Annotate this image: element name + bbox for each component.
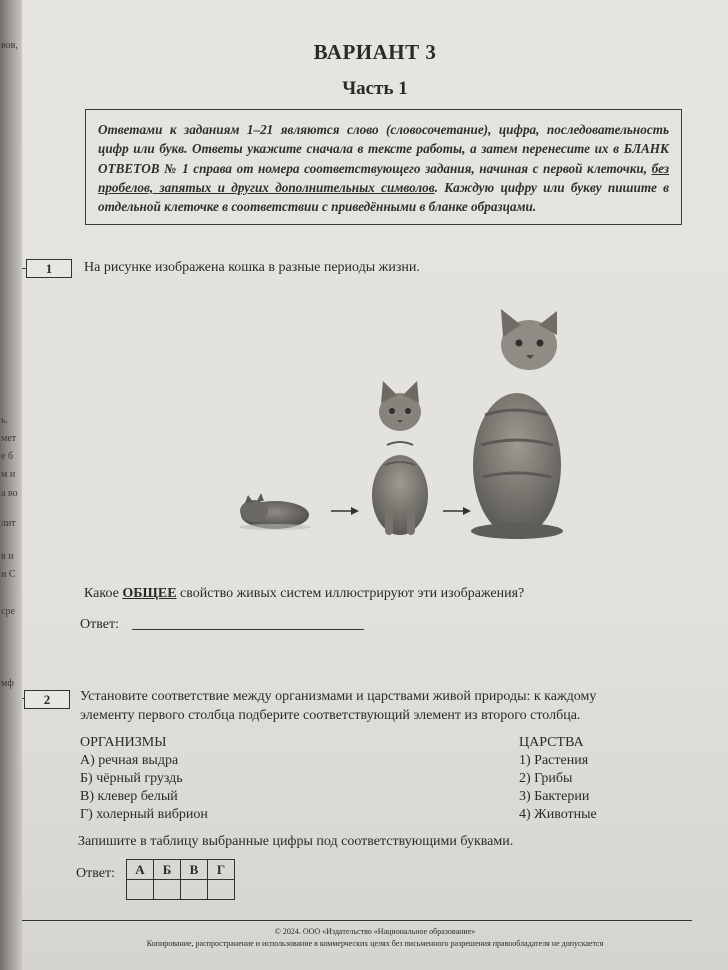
- spine-text-fragment: сре: [1, 606, 15, 617]
- kingdom-item: 1) Растения: [519, 753, 589, 768]
- young-cat: [372, 381, 428, 535]
- instructions-text: Ответами к заданиям 1–21 являются слово (словосочетание), цифра, последовательность цифр или букв. Ответы укажите сначала в тексте работы, а затем перенесите их в БЛАНК ОТВЕТОВ № 1 справа от номера соответствующего задания, начиная с первой клеточки,: [98, 122, 669, 176]
- task-1-question: [84, 584, 524, 603]
- cat-life-stages-illustration: [227, 305, 567, 545]
- spine-text-fragment: вов,: [1, 40, 18, 51]
- organism-item: Г) холерный вибрион: [80, 807, 208, 822]
- book-spine-edge: [0, 0, 22, 970]
- spine-text-fragment: а во: [1, 488, 18, 499]
- spine-text-fragment: мет: [1, 433, 17, 444]
- arrow-icon: [331, 507, 359, 515]
- answer-table-input-row: [127, 880, 235, 900]
- kingdom-item: 2) Грибы: [519, 771, 573, 786]
- question-emphasis: ОБЩЕЕ: [122, 586, 177, 601]
- cat-growth-image: [227, 305, 567, 545]
- instructions-underlined: без пробелов, запятых и других дополнительных символов: [98, 160, 669, 195]
- task-1-answer-field[interactable]: [132, 629, 364, 630]
- footer-divider: [22, 920, 692, 921]
- spine-text-fragment: е б: [1, 451, 14, 462]
- question-text-end: свойство живых систем иллюстрируют эти изображения?: [176, 586, 525, 601]
- kingdoms-header: ЦАРСТВА: [519, 735, 584, 750]
- answer-cell[interactable]: [181, 880, 208, 900]
- task-2-prompt-line2: элементу первого столбца подберите соответствующий элемент из второго столбца.: [80, 708, 581, 723]
- answer-table-header: Б: [154, 860, 181, 880]
- footer-copyright: © 2024. ООО «Издательство «Национальное образование»: [274, 927, 476, 936]
- organisms-header: ОРГАНИЗМЫ: [80, 735, 167, 750]
- task-2-answer-label: Ответ:: [76, 866, 115, 881]
- spine-text-fragment: в и: [1, 551, 14, 562]
- organism-item: Б) чёрный груздь: [80, 771, 183, 786]
- task-1-answer-label: Ответ:: [80, 617, 119, 632]
- answer-cell[interactable]: [208, 880, 235, 900]
- answer-cell[interactable]: [127, 880, 154, 900]
- spine-text-fragment: ь.: [1, 415, 9, 426]
- spine-text-fragment: и С: [1, 569, 16, 580]
- organism-item: В) клевер белый: [80, 789, 178, 804]
- organism-item: А) речная выдра: [80, 753, 179, 768]
- newborn-kitten: [239, 493, 311, 530]
- arrow-icon: [443, 507, 471, 515]
- instructions-box: [85, 109, 682, 225]
- answer-table-header-row: [127, 860, 235, 880]
- spine-text-fragment: м и: [1, 469, 16, 480]
- spine-text-fragment: лит: [1, 518, 16, 529]
- task-2-number: 2: [24, 690, 70, 709]
- answer-table-header: В: [181, 860, 208, 880]
- kingdom-item: 4) Животные: [519, 807, 597, 822]
- part-title: Часть 1: [342, 78, 408, 99]
- variant-title: ВАРИАНТ 3: [313, 40, 437, 64]
- task-2-prompt-line1: Установите соответствие между организмами и царствами живой природы: к каждому: [80, 689, 597, 704]
- answer-table-header: Г: [208, 860, 235, 880]
- footer-notice: Копирование, распространение и использование в коммерческих целях без письменного разрешения правообладателя не допускается: [146, 939, 604, 948]
- task-1-number: 1: [26, 259, 72, 278]
- answer-table-header: А: [127, 860, 154, 880]
- instructions-text-end: . Каждую цифру или букву пишите в отдельной клеточке в соответствии с приведёнными в бланке образцами.: [98, 179, 669, 215]
- answer-table: [126, 859, 235, 900]
- exam-page: [22, 0, 728, 970]
- answer-cell[interactable]: [154, 880, 181, 900]
- adult-cat: [471, 309, 563, 539]
- kingdom-item: 3) Бактерии: [519, 789, 590, 804]
- task-2-instruction: Запишите в таблицу выбранные цифры под соответствующими буквами.: [78, 834, 514, 849]
- question-text: Какое: [84, 586, 123, 601]
- task-1-prompt: На рисунке изображена кошка в разные периоды жизни.: [84, 260, 420, 275]
- spine-text-fragment: мф: [1, 678, 14, 689]
